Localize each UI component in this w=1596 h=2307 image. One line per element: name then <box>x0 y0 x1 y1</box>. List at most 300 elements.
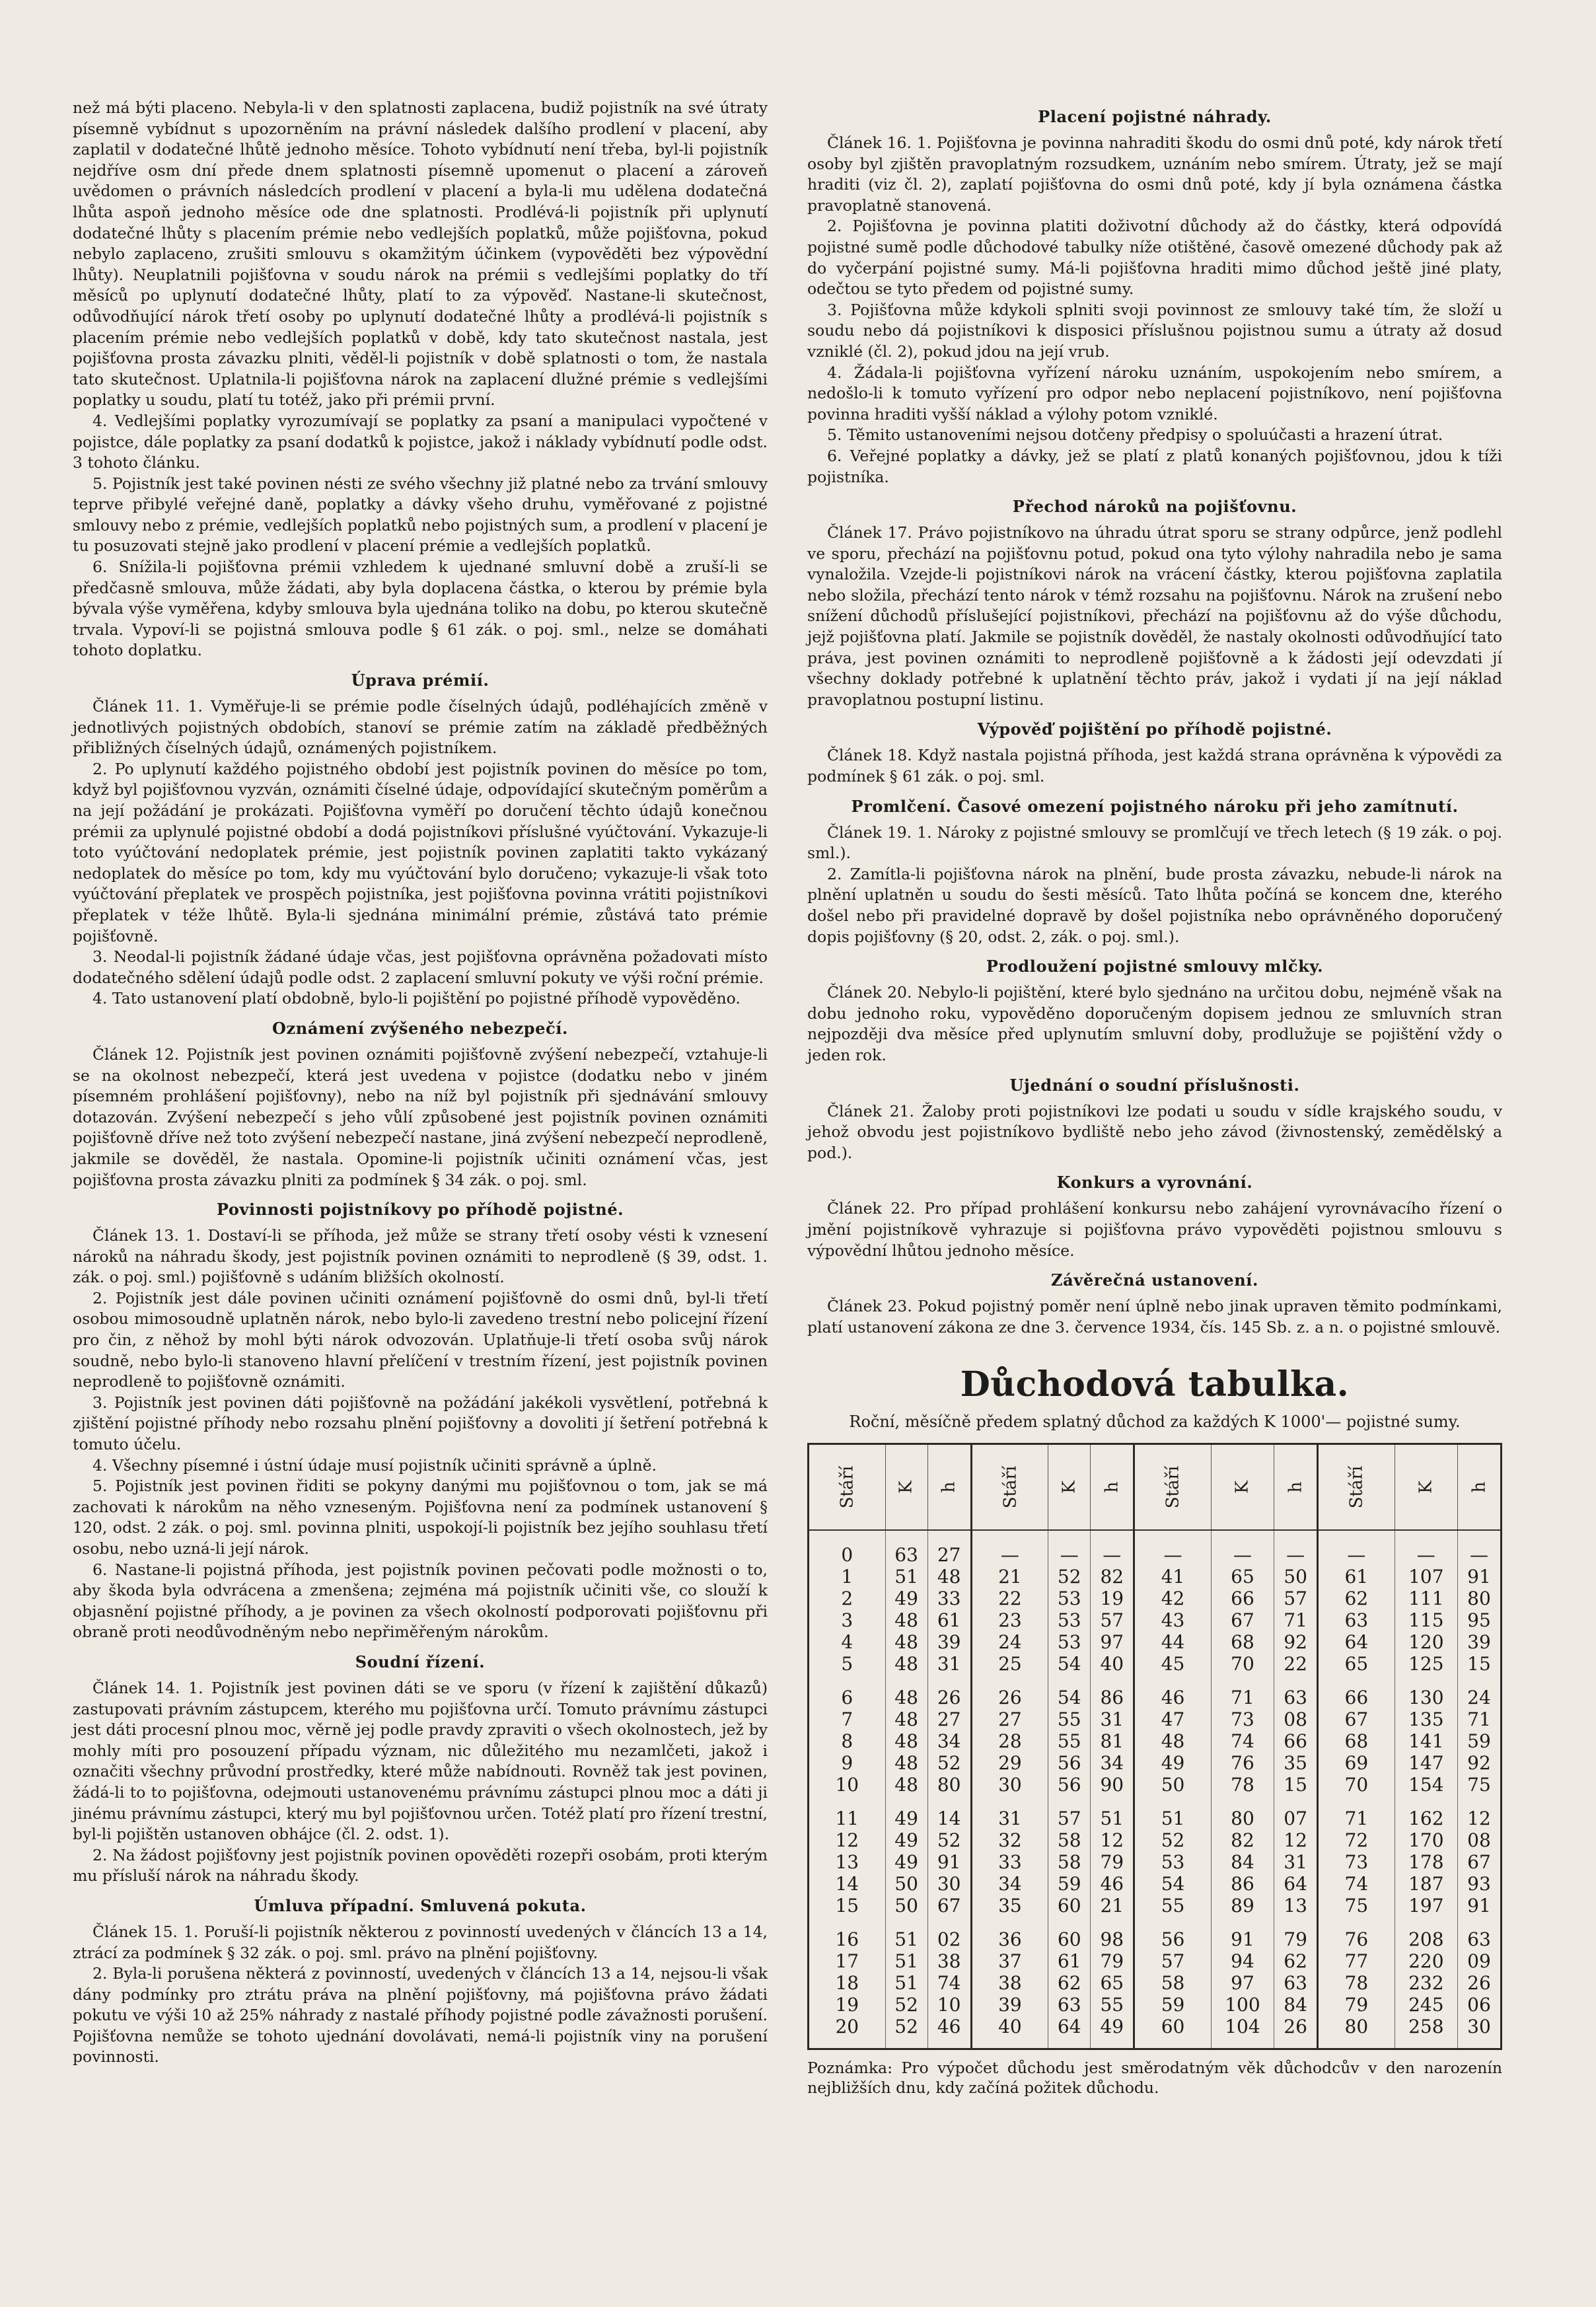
table-cell: 27 <box>971 1708 1048 1730</box>
table-cell: 56 <box>1048 1774 1091 1796</box>
table-cell: 49 <box>1091 2016 1134 2049</box>
table-cell: 59 <box>1134 1994 1212 2016</box>
table-cell: 54 <box>1134 1873 1212 1895</box>
table-cell: 34 <box>927 1730 971 1752</box>
paragraph: 3. Pojišťovna může kdykoli splniti svoji povinnost ze smlouvy také tím, že složí u soudu nebo dá pojistníkovi k disposici příslušnou pojistnou sumu a útraty až dosud vzniklé (čl. 2), pokud jdou na její vrub. <box>807 300 1502 361</box>
section-heading: Přechod nároků na pojišťovnu. <box>1012 497 1297 517</box>
table-cell: 48 <box>885 1774 927 1796</box>
header-k: K <box>1211 1444 1274 1531</box>
paragraph: 5. Těmito ustanoveními nejsou dotčeny předpisy o spoluúčasti a hrazení útrat. <box>827 425 1443 445</box>
table-cell: 61 <box>1318 1566 1395 1588</box>
table-cell: 69 <box>1318 1752 1395 1774</box>
annuity-table-title: Důchodová tabulka. <box>960 1364 1350 1405</box>
table-cell: 10 <box>927 1994 971 2016</box>
table-cell: 12 <box>1458 1796 1502 1829</box>
table-cell: 258 <box>1395 2016 1457 2049</box>
table-cell: 79 <box>1091 1851 1134 1873</box>
section-heading: Promlčení. Časové omezení pojistného nároku při jeho zamítnutí. <box>851 796 1459 816</box>
paragraph: Článek 22. Pro případ prohlášení konkursu nebo zahájení vyrovnávacího řízení o jmění pojistníkově vyhrazuje si pojišťovna právo vypověděti pojistnou smlouvu s výpovědní lhůtou jednoho měsíce. <box>807 1199 1502 1260</box>
table-cell: 97 <box>1091 1631 1134 1653</box>
table-cell: 71 <box>1274 1609 1318 1631</box>
table-cell: 0 <box>809 1530 886 1566</box>
header-age: Stáří <box>971 1444 1048 1531</box>
right-column-text <box>807 107 1502 1338</box>
table-cell: 64 <box>1274 1873 1318 1895</box>
table-cell: 50 <box>885 1895 927 1917</box>
section-heading: Úmluva případní. Smluvená pokuta. <box>254 1895 587 1915</box>
table-cell: 40 <box>971 2016 1048 2049</box>
table-cell: 74 <box>1318 1873 1395 1895</box>
table-cell: 67 <box>1211 1609 1274 1631</box>
table-cell: 71 <box>1318 1796 1395 1829</box>
table-cell: — <box>1458 1530 1502 1566</box>
header-h: h <box>1091 1444 1134 1531</box>
table-cell: 54 <box>1048 1653 1091 1675</box>
table-cell: 33 <box>927 1588 971 1609</box>
table-cell: 18 <box>809 1972 886 1994</box>
table-cell: 65 <box>1211 1566 1274 1588</box>
table-cell: 86 <box>1091 1675 1134 1708</box>
table-cell: 55 <box>1091 1994 1134 2016</box>
table-cell: 26 <box>927 1675 971 1708</box>
table-cell: 45 <box>1134 1653 1212 1675</box>
table-cell: 66 <box>1211 1588 1274 1609</box>
paragraph: Článek 13. 1. Dostaví-li se příhoda, jež může se strany třetí osoby vésti k vznesení nároků na náhradu škody, jest pojistník povinen oznámiti to neprodleně (§ 39, odst. 1. zák. o poj. sml.) pojišťovně s udáním bližších okolností. <box>73 1226 768 1287</box>
table-cell: 47 <box>1134 1708 1212 1730</box>
table-cell: 9 <box>809 1752 886 1774</box>
table-cell: 57 <box>1134 1950 1212 1972</box>
table-cell: 84 <box>1274 1994 1318 2016</box>
table-cell: 12 <box>1274 1829 1318 1851</box>
table-cell: 30 <box>1458 2016 1502 2049</box>
table-cell: 48 <box>885 1730 927 1752</box>
paragraph: 3. Pojistník jest povinen dáti pojišťovně na požádání jakékoli vysvětlení, potřebná k zjištění pojistné příhody nebo rozsahu plnění pojišťovny a dovoliti jí šetření potřebná k tomuto účelu. <box>73 1393 768 1454</box>
table-cell: 48 <box>927 1566 971 1588</box>
header-age: Stáří <box>1318 1444 1395 1531</box>
table-cell: 39 <box>1458 1631 1502 1653</box>
table-cell: 52 <box>885 1994 927 2016</box>
left-column <box>73 98 768 2068</box>
table-row <box>809 1994 1502 2016</box>
section-heading: Soudní řízení. <box>355 1652 486 1671</box>
table-cell: 1 <box>809 1566 886 1588</box>
table-cell: 31 <box>1274 1851 1318 1873</box>
table-cell: — <box>1091 1530 1134 1566</box>
table-cell: 111 <box>1395 1588 1457 1609</box>
table-cell: 79 <box>1274 1917 1318 1950</box>
table-cell: 91 <box>1458 1566 1502 1588</box>
table-cell: 100 <box>1211 1994 1274 2016</box>
table-cell: 14 <box>927 1796 971 1829</box>
paragraph: 3. Neodal-li pojistník žádané údaje včas, jest pojišťovna oprávněna požadovati místo dodatečného sdělení údajů podle odst. 2 zaplacení smluvní pokuty ve výši roční prémie. <box>73 947 768 987</box>
header-k: K <box>1048 1444 1091 1531</box>
table-cell: 16 <box>809 1917 886 1950</box>
paragraph: než má býti placeno. Nebyla-li v den splatnosti zaplacena, budiž pojistník na své útraty písemně vybídnut s upozorněním na právní následek dalšího prodlení v placení, aby zaplatil v dodatečné lhůtě jednoho měsíce. Tohoto vybídnutí není třeba, byl-li pojistník nejdříve osm dní přede dnem splatnosti písemně upomenut o placení a zároveň uvědomen o právních následcích prodlení v placení a byla-li mu udělena dodatečná lhůta aspoň jednoho měsíce ode dne splatnosti. Prodlévá-li pojistník při uplynutí dodatečné lhůty s placením prémie nebo vedlejších poplatků, může pojišťovna, pokud nebylo zaplaceno, zrušiti smlouvu s okamžitým účinkem (vypověděti bez výpovědní lhůty). Neuplatnili pojišťovna v soudu nárok na prémii s vedlejšími poplatky do tří měsíců po uplynutí dodatečné lhůty, platí to za výpověď. Nastane-li skutečnost, odůvodňující nárok třetí osoby po uplynutí dodatečné lhůty a prodlévá-li pojistník s placením prémie nebo vedlejších poplatků v době, kdy tato skutečnost nastala, jest pojišťovna prosta závazku plniti, věděl-li pojistník v době splatnosti o tom, že nastala tato skutečnost. Uplatnila-li pojišťovna nárok na zaplacení dlužné prémie s vedlejšími poplatky u soudu, platí tu totéž, jako při prémii první. <box>73 98 768 410</box>
table-cell: 08 <box>1458 1829 1502 1851</box>
table-cell: 49 <box>1134 1752 1212 1774</box>
table-cell: 55 <box>1134 1895 1212 1917</box>
table-cell: 60 <box>1048 1917 1091 1950</box>
table-row <box>809 1796 1502 1829</box>
table-row <box>809 1530 1502 1566</box>
paragraph: Článek 21. Žaloby proti pojistníkovi lze podati u soudu v sídle krajského soudu, v jehož obvodu jest pojistníkovo bydliště nebo jeho závod (živnostenský, zemědělský a pod.). <box>807 1101 1502 1162</box>
table-cell: 50 <box>1134 1774 1212 1796</box>
table-cell: — <box>1048 1530 1091 1566</box>
table-cell: 52 <box>927 1752 971 1774</box>
paragraph: Článek 23. Pokud pojistný poměr není úplně nebo jinak upraven těmito podmínkami, platí ustanovení zákona ze dne 3. července 1934, čís. 145 Sb. z. a n. o pojistné smlouvě. <box>807 1297 1502 1337</box>
table-cell: 72 <box>1318 1829 1395 1851</box>
table-cell: 44 <box>1134 1631 1212 1653</box>
table-cell: 31 <box>971 1796 1048 1829</box>
table-cell: 71 <box>1211 1675 1274 1708</box>
table-cell: 46 <box>927 2016 971 2049</box>
table-cell: 60 <box>1048 1895 1091 1917</box>
table-cell: 19 <box>1091 1588 1134 1609</box>
table-cell: 49 <box>885 1829 927 1851</box>
table-row <box>809 1609 1502 1631</box>
paragraph: 4. Žádala-li pojišťovna vyřízení nároku uznáním, uspokojením nebo smírem, a nedošlo-li k tomuto vyřízení pro odpor nebo neplacení pojistníkovo, není pojišťovna povinna hraditi vyšší náklad a výlohy potom vzniklé. <box>807 363 1502 423</box>
section-heading: Úprava prémií. <box>351 671 490 690</box>
table-cell: 23 <box>971 1609 1048 1631</box>
paragraph: Článek 19. 1. Nároky z pojistné smlouvy se promlčují ve třech letech (§ 19 zák. o poj. sml.). <box>807 823 1502 863</box>
table-cell: 28 <box>971 1730 1048 1752</box>
table-cell: 12 <box>809 1829 886 1851</box>
table-cell: 64 <box>1048 2016 1091 2049</box>
table-cell: 09 <box>1458 1950 1502 1972</box>
table-cell: 57 <box>1091 1609 1134 1631</box>
table-cell: 78 <box>1211 1774 1274 1796</box>
table-row <box>809 1895 1502 1917</box>
table-cell: 52 <box>927 1829 971 1851</box>
header-h: h <box>1458 1444 1502 1531</box>
table-cell: 30 <box>971 1774 1048 1796</box>
table-cell: 68 <box>1318 1730 1395 1752</box>
table-cell: 89 <box>1211 1895 1274 1917</box>
table-cell: 80 <box>1318 2016 1395 2049</box>
table-cell: 162 <box>1395 1796 1457 1829</box>
table-cell: 08 <box>1274 1708 1318 1730</box>
table-cell: 68 <box>1211 1631 1274 1653</box>
table-cell: 130 <box>1395 1675 1457 1708</box>
table-cell: 54 <box>1048 1675 1091 1708</box>
table-cell: 53 <box>1134 1851 1212 1873</box>
table-cell: 46 <box>1091 1873 1134 1895</box>
paragraph: Článek 15. 1. Poruší-li pojistník některou z povinností uvedených v článcích 13 a 14, ztrácí za podmínek § 32 zák. o poj. sml. právo na plnění pojišťovny. <box>73 1922 768 1962</box>
table-cell: 52 <box>885 2016 927 2049</box>
table-cell: 37 <box>971 1950 1048 1972</box>
table-cell: 60 <box>1134 2016 1212 2049</box>
table-cell: 70 <box>1318 1774 1395 1796</box>
table-cell: 15 <box>809 1895 886 1917</box>
table-row <box>809 1653 1502 1675</box>
table-cell: 57 <box>1274 1588 1318 1609</box>
table-cell: 48 <box>885 1631 927 1653</box>
table-cell: 21 <box>1091 1895 1134 1917</box>
section-heading: Placení pojistné náhrady. <box>1038 107 1272 126</box>
table-cell: 91 <box>927 1851 971 1873</box>
table-cell: 232 <box>1395 1972 1457 1994</box>
annuity-table-subtitle: Roční, měsíčně předem splatný důchod za každých K 1000'— pojistné sumy. <box>849 1412 1461 1432</box>
table-cell: 22 <box>1274 1653 1318 1675</box>
annuity-table <box>807 1443 1502 2050</box>
table-cell: 12 <box>1091 1829 1134 1851</box>
table-row <box>809 1972 1502 1994</box>
table-cell: 95 <box>1458 1609 1502 1631</box>
table-cell: 38 <box>971 1972 1048 1994</box>
table-cell: 178 <box>1395 1851 1457 1873</box>
table-cell: 104 <box>1211 2016 1274 2049</box>
table-cell: 51 <box>885 1917 927 1950</box>
table-cell: 94 <box>1211 1950 1274 1972</box>
paragraph: Článek 20. Nebylo-li pojištění, které bylo sjednáno na určitou dobu, nejméně však na dobu jednoho roku, vypověděno doporučeným dopisem jednou ze smluvních stran nejpozději dva měsíce před uplynutím smluvní doby, prodlužuje se pojištění vždy o jeden rok. <box>807 983 1502 1064</box>
table-cell: 135 <box>1395 1708 1457 1730</box>
paragraph: Článek 14. 1. Pojistník jest povinen dáti se ve sporu (v řízení k zajištění důkazů) zastupovati právním zástupcem, kterého mu pojišťovna určí. Tomuto právnímu zástupci jest dáti procesní plnou moc, věrně jej podle pravdy zpraviti o všech okolnostech, jež by mohly míti pro posouzení případu význam, nic důležitého mu nezamlčeti, jakož i označiti všechny průvodní prostředky, které může nabídnouti. Rovněž tak jest povinen, žádá-li to to pojišťovna, odejmouti ustanovenému právnímu zástupci plnou moc a dáti ji jinému právnímu zástupci, který mu byl pojišťovnou určen. Totéž platí pro řízení trestní, byl-li pojištěn ustanoven obhájce (čl. 2. odst. 1). <box>73 1678 768 1844</box>
table-cell: 13 <box>809 1851 886 1873</box>
table-cell: 197 <box>1395 1895 1457 1917</box>
section-heading: Oznámení zvýšeného nebezpečí. <box>272 1018 568 1038</box>
table-cell: 79 <box>1091 1950 1134 1972</box>
table-cell: 35 <box>1274 1752 1318 1774</box>
table-cell: 30 <box>927 1873 971 1895</box>
table-cell: 07 <box>1274 1796 1318 1829</box>
table-cell: 39 <box>971 1994 1048 2016</box>
table-cell: 65 <box>1091 1972 1134 1994</box>
table-cell: 90 <box>1091 1774 1134 1796</box>
table-cell: 48 <box>885 1708 927 1730</box>
table-cell: 31 <box>927 1653 971 1675</box>
table-cell: 58 <box>1048 1829 1091 1851</box>
header-h: h <box>927 1444 971 1531</box>
table-cell: 7 <box>809 1708 886 1730</box>
table-cell: 55 <box>1048 1730 1091 1752</box>
header-k: K <box>885 1444 927 1531</box>
table-cell: 27 <box>927 1708 971 1730</box>
table-cell: 43 <box>1134 1609 1212 1631</box>
paragraph: 2. Zamítla-li pojišťovna nárok na plnění, bude prosta závazku, nebude-li nárok na plnění uplatněn u soudu do šesti měsíců. Tato lhůta počíná se koncem dne, kterého došel nebo při pravidelné dopravě by došel pojistníka nebo oprávněného doporučený dopis pojišťovny (§ 20, odst. 2, zák. o poj. sml.). <box>807 864 1502 946</box>
right-column <box>807 98 1502 2098</box>
table-cell: 56 <box>1048 1752 1091 1774</box>
table-cell: 82 <box>1211 1829 1274 1851</box>
table-cell: 51 <box>885 1950 927 1972</box>
table-cell: 170 <box>1395 1829 1457 1851</box>
table-cell: 92 <box>1458 1752 1502 1774</box>
annuity-table-note: Poznámka: Pro výpočet důchodu jest směrodatným věk důchodcův v den narozenín nejbližších dnu, kdy začíná požitek důchodu. <box>807 2059 1502 2098</box>
table-cell: 76 <box>1211 1752 1274 1774</box>
table-cell: 36 <box>971 1917 1048 1950</box>
table-cell: 2 <box>809 1588 886 1609</box>
section-heading: Ujednání o soudní příslušnosti. <box>1009 1075 1300 1095</box>
header-age: Stáří <box>1134 1444 1212 1531</box>
table-cell: 26 <box>1274 2016 1318 2049</box>
table-cell: 81 <box>1091 1730 1134 1752</box>
table-cell: 62 <box>1274 1950 1318 1972</box>
table-row <box>809 1873 1502 1895</box>
table-cell: 70 <box>1211 1653 1274 1675</box>
table-cell: 48 <box>885 1609 927 1631</box>
paragraph: 6. Snížila-li pojišťovna prémii vzhledem k ujednané smluvní době a zruší-li se předčasně smlouva, může žádati, aby byla doplacena částka, o kterou by prémie byla bývala výše vyměřena, kdyby smlouva byla ujednána toliko na dobu, po kterou skutečně trvala. Vypoví-li se pojistná smlouva podle § 61 zák. o poj. sml., nelze se domáhati tohoto doplatku. <box>73 558 768 660</box>
header-h: h <box>1274 1444 1318 1531</box>
table-cell: 78 <box>1318 1972 1395 1994</box>
table-cell: 8 <box>809 1730 886 1752</box>
table-cell: 59 <box>1458 1730 1502 1752</box>
table-cell: 91 <box>1458 1895 1502 1917</box>
table-cell: 34 <box>1091 1752 1134 1774</box>
table-cell: 66 <box>1318 1675 1395 1708</box>
paragraph: Článek 16. 1. Pojišťovna je povinna nahraditi škodu do osmi dnů poté, kdy nárok třetí osoby byl zjištěn pravoplatným rozsudkem, uznáním nebo smírem. Útraty, jež se mají hraditi (viz čl. 2), zaplatí pojišťovna do osmi dnů poté, kdy jí byla oznámena částka pravoplatně stanovená. <box>807 133 1502 215</box>
paragraph: 2. Byla-li porušena některá z povinností, uvedených v článcích 13 a 14, nejsou-li však dány podmínky pro ztrátu práva na plnění pojišťovny, má pojišťovna právo žádati pokutu ve výši 10 až 25% náhrady z nastalé příhody pojistné podle závažnosti porušení. Pojišťovna nemůže se tohoto ujednání dovolávati, nemá-li pojistník viny na porušení povinnosti. <box>73 1964 768 2067</box>
table-cell: 48 <box>1134 1730 1212 1752</box>
table-cell: — <box>971 1530 1048 1566</box>
table-cell: — <box>1134 1530 1212 1566</box>
table-cell: 64 <box>1318 1631 1395 1653</box>
table-cell: 53 <box>1048 1631 1091 1653</box>
paragraph: Článek 12. Pojistník jest povinen oznámiti pojišťovně zvýšení nebezpečí, vztahuje-li se na okolnost nebezpečí, která jest uvedena v pojistce (dodatku nebo v jiném písemném prohlášení pojišťovny), nebo na níž byl pojistník při sjednávání smlouvy dotazován. Zvýšení nebezpečí s jeho vůlí způsobené jest pojistník povinen oznámiti pojišťovně dříve než toto zvýšení nebezpečí nastane, jiná zvýšení nebezpečí neprodleně, jakmile se dověděl, že nastala. Opomine-li pojistník učiniti oznámení včas, jest pojišťovna prosta závazku plniti za podmínek § 34 zák. o poj. sml. <box>73 1044 768 1189</box>
table-cell: 11 <box>809 1796 886 1829</box>
annuity-table-body <box>809 1530 1502 2049</box>
table-cell: 49 <box>885 1796 927 1829</box>
paragraph: Článek 17. Právo pojistníkovo na úhradu útrat sporu se strany odpůrce, jenž podlehl ve sporu, přechází na pojišťovnu potud, pokud ona tyto výlohy nahradila nebo je sama vynaložila. Vzejde-li pojistníkovi nárok na vrácení částky, kterou pojišťovna zaplatila nebo složila, přechází tento nárok v témž rozsahu na pojišťovnu. Nárok na zrušení nebo snížení důchodů příslušející pojistníkovi, přechází na pojišťovnu až do výše důchodu, jejž pojišťovna platí. Jakmile se pojistník dověděl, že nastaly okolnosti odůvodňující tato práva, jest povinen oznámiti to neprodleně pojišťovně a k žádosti její odevzdati jí všechny doklady potřebné k uplatnění těchto práv, jakož i vydati jí na její náklad pravoplatnou postupní listinu. <box>807 523 1502 709</box>
table-cell: 42 <box>1134 1588 1212 1609</box>
table-cell: 50 <box>1274 1566 1318 1588</box>
paragraph: 5. Pojistník jest také povinen nésti ze svého všechny již platné nebo za trvání smlouvy teprve přibylé veřejné daně, poplatky a dávky všeho druhu, vyměřované z pojistné smlouvy nebo z prémie, vedlejších poplatků nebo pojistných sum, a prodlení v placení je tu posuzovati stejně jako prodlení v placení prémie a vedlejších poplatků. <box>73 474 768 556</box>
table-cell: 98 <box>1091 1917 1134 1950</box>
paragraph: 5. Pojistník jest povinen řiditi se pokyny danými mu pojišťovnou o tom, jak se má zachovati k nárokům na něho vzneseným. Pojišťovna není za podmínek ustanovení § 120, odst. 2 zák. o poj. sml. povinna plniti, uspokojí-li pojistník bez jejího souhlasu třetí osobu, nebo uzná-li její nárok. <box>73 1477 768 1558</box>
table-cell: 51 <box>885 1972 927 1994</box>
table-cell: 17 <box>809 1950 886 1972</box>
table-cell: 20 <box>809 2016 886 2049</box>
table-cell: 76 <box>1318 1917 1395 1950</box>
table-cell: 73 <box>1318 1851 1395 1873</box>
table-cell: 91 <box>1211 1917 1274 1950</box>
table-cell: 22 <box>971 1588 1048 1609</box>
table-cell: 40 <box>1091 1653 1134 1675</box>
section-heading: Prodloužení pojistné smlouvy mlčky. <box>986 957 1324 976</box>
paragraph: 6. Nastane-li pojistná příhoda, jest pojistník povinen pečovati podle možnosti o to, aby škoda byla odvrácena a zmenšena; zejména má pojistník učiniti vše, co slouží k objasnění pojistné příhody, a je povinen za všech okolností podporovati pojišťovnu při obraně proti neodůvodněným nebo nepřiměřeným nárokům. <box>73 1560 768 1642</box>
table-cell: 24 <box>971 1631 1048 1653</box>
table-cell: 5 <box>809 1653 886 1675</box>
paragraph: 2. Po uplynutí každého pojistného období jest pojistník povinen do měsíce po tom, když byl pojišťovnou vyzván, oznámiti číselné údaje, odpovídající skutečným poměrům a na její požádání je prokázati. Pojišťovna vyměří po doručení těchto údajů konečnou prémii za uplynulé pojistné období a dodá pojistníkovi příslušné vyúčtování. Vykazuje-li toto vyúčtování nedoplatek prémie, jest pojistník povinen zaplatiti takto vykázaný nedoplatek do měsíce po tom, kdy mu vyúčtování bylo doručeno; vykazuje-li však toto vyúčtování přeplatek ve prospěch pojistníka, jest pojišťovna povinna vrátiti pojistníkovi přeplatek v téže lhůtě. Byla-li sjednána minimální prémie, zůstává tato prémie pojišťovně. <box>73 759 768 945</box>
table-cell: 58 <box>1134 1972 1212 1994</box>
table-cell: 02 <box>927 1917 971 1950</box>
table-cell: 57 <box>1048 1796 1091 1829</box>
table-cell: 66 <box>1274 1730 1318 1752</box>
table-cell: 93 <box>1458 1873 1502 1895</box>
table-row <box>809 1752 1502 1774</box>
table-row <box>809 1950 1502 1972</box>
table-cell: 74 <box>1211 1730 1274 1752</box>
table-cell: 27 <box>927 1530 971 1566</box>
table-cell: 154 <box>1395 1774 1457 1796</box>
table-row <box>809 2016 1502 2049</box>
table-cell: 31 <box>1091 1708 1134 1730</box>
table-cell: 115 <box>1395 1609 1457 1631</box>
table-cell: 63 <box>1048 1994 1091 2016</box>
table-row <box>809 1851 1502 1873</box>
table-cell: 63 <box>1318 1609 1395 1631</box>
table-cell: 67 <box>1458 1851 1502 1873</box>
section-heading: Povinnosti pojistníkovy po příhodě pojistné. <box>216 1200 624 1220</box>
paragraph: Článek 18. Když nastala pojistná příhoda, jest každá strana oprávněna k výpovědi za podmínek § 61 zák. o poj. sml. <box>807 746 1502 786</box>
table-cell: 84 <box>1211 1851 1274 1873</box>
paragraph: 2. Na žádost pojišťovny jest pojistník povinen opověděti rozepři osobám, proti kterým mu přísluší nárok na náhradu škody. <box>73 1845 768 1886</box>
table-cell: 79 <box>1318 1994 1395 2016</box>
table-cell: 63 <box>1458 1917 1502 1950</box>
table-cell: 53 <box>1048 1588 1091 1609</box>
table-cell: 25 <box>971 1653 1048 1675</box>
table-cell: — <box>1395 1530 1457 1566</box>
paragraph: 4. Všechny písemné i ústní údaje musí pojistník učiniti správně a úplně. <box>92 1455 657 1475</box>
table-cell: 55 <box>1048 1708 1091 1730</box>
table-cell: 62 <box>1318 1588 1395 1609</box>
table-cell: 147 <box>1395 1752 1457 1774</box>
table-cell: 125 <box>1395 1653 1457 1675</box>
table-cell: 34 <box>971 1873 1048 1895</box>
table-cell: 49 <box>885 1588 927 1609</box>
table-cell: 187 <box>1395 1873 1457 1895</box>
table-cell: 80 <box>1211 1796 1274 1829</box>
table-cell: 80 <box>1458 1588 1502 1609</box>
table-row <box>809 1675 1502 1708</box>
annuity-table-header <box>809 1444 1502 1531</box>
table-cell: 67 <box>1318 1708 1395 1730</box>
table-cell: 61 <box>927 1609 971 1631</box>
table-row <box>809 1708 1502 1730</box>
table-cell: 63 <box>1274 1675 1318 1708</box>
table-cell: 74 <box>927 1972 971 1994</box>
table-row <box>809 1829 1502 1851</box>
table-row <box>809 1566 1502 1588</box>
table-cell: — <box>1274 1530 1318 1566</box>
paragraph: 2. Pojistník jest dále povinen učiniti oznámení pojišťovně do osmi dnů, byl-li třetí osobou mimosoudně uplatněn nárok, nebo bylo-li zavedeno trestní nebo policejní řízení pro čin, z něhož by mohl býti nárok odvozován. Uplatňuje-li třetí osoba svůj nárok soudně, nebo bylo-li stanoveno hlavní přelíčení v trestním řízení, jest pojistník povinen neprodleně to pojišťovně oznámiti. <box>73 1288 768 1391</box>
table-cell: 86 <box>1211 1873 1274 1895</box>
table-cell: 33 <box>971 1851 1048 1873</box>
table-cell: 3 <box>809 1609 886 1631</box>
table-cell: 63 <box>1274 1972 1318 1994</box>
table-row <box>809 1588 1502 1609</box>
table-cell: 120 <box>1395 1631 1457 1653</box>
section-heading: Výpověď pojištění po příhodě pojistné. <box>977 719 1332 739</box>
table-cell: 15 <box>1274 1774 1318 1796</box>
table-cell: 52 <box>1134 1829 1212 1851</box>
table-cell: 75 <box>1318 1895 1395 1917</box>
table-cell: 92 <box>1274 1631 1318 1653</box>
table-cell: 56 <box>1134 1917 1212 1950</box>
table-cell: 220 <box>1395 1950 1457 1972</box>
table-cell: 26 <box>1458 1972 1502 1994</box>
table-cell: 53 <box>1048 1609 1091 1631</box>
section-heading: Závěrečná ustanovení. <box>1051 1270 1258 1290</box>
table-cell: 141 <box>1395 1730 1457 1752</box>
table-cell: 48 <box>885 1653 927 1675</box>
table-cell: 62 <box>1048 1972 1091 1994</box>
table-cell: 29 <box>971 1752 1048 1774</box>
table-cell: 41 <box>1134 1566 1212 1588</box>
table-cell: 208 <box>1395 1917 1457 1950</box>
table-cell: 51 <box>1134 1796 1212 1829</box>
table-cell: 59 <box>1048 1873 1091 1895</box>
table-row <box>809 1730 1502 1752</box>
table-cell: 245 <box>1395 1994 1457 2016</box>
table-cell: 10 <box>809 1774 886 1796</box>
table-cell: 39 <box>927 1631 971 1653</box>
table-cell: 21 <box>971 1566 1048 1588</box>
table-cell: 75 <box>1458 1774 1502 1796</box>
table-row <box>809 1917 1502 1950</box>
table-cell: 6 <box>809 1675 886 1708</box>
table-cell: 67 <box>927 1895 971 1917</box>
table-cell: 38 <box>927 1950 971 1972</box>
table-row <box>809 1631 1502 1653</box>
